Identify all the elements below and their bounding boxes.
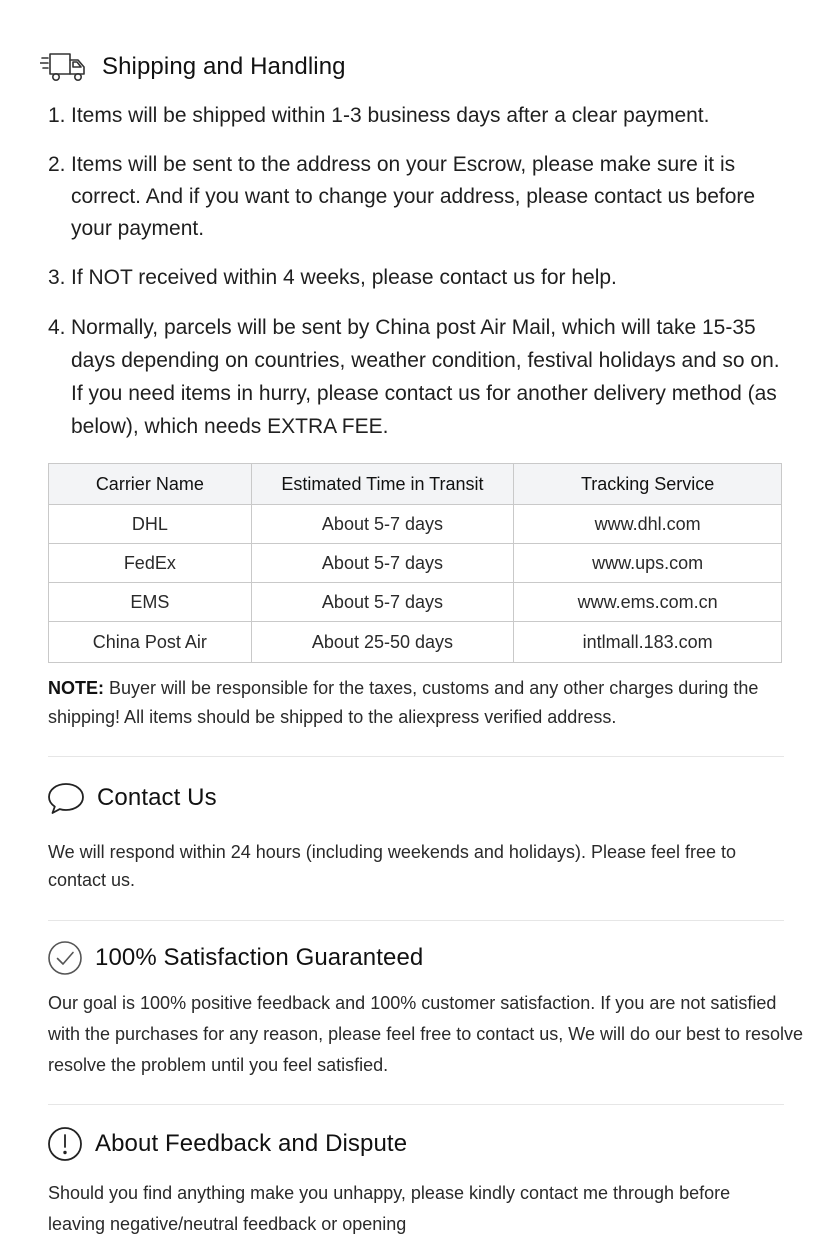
carrier-cell: EMS — [49, 583, 252, 622]
carrier-cell: DHL — [49, 505, 252, 544]
carrier-cell: China Post Air — [49, 622, 252, 663]
carrier-table — [48, 463, 782, 663]
satisfaction-heading — [47, 940, 423, 976]
carrier-cell: FedEx — [49, 544, 252, 583]
table-row — [49, 583, 782, 622]
transit-cell: About 5-7 days — [251, 505, 514, 544]
list-item-number: 3. — [48, 266, 66, 289]
list-item-number: 1. — [48, 104, 66, 127]
table-row — [49, 544, 782, 583]
contact-text: We will respond within 24 hours (including weekends and holidays). Please feel free to contact us. — [48, 842, 737, 890]
check-circle-icon — [47, 940, 83, 976]
list-item — [48, 149, 788, 245]
list-item-text: Normally, parcels will be sent by China post Air Mail, which will take 15-35 days depending on countries, weather condition, festival holidays and so on. If you need items in hurry, please contact us for another delivery method (as below), which needs EXTRA FEE. — [71, 316, 780, 438]
delivery-truck-icon — [40, 48, 90, 86]
tracking-cell: intlmall.183.com — [514, 622, 782, 663]
list-item-text: If NOT received within 4 weeks, please contact us for help. — [71, 266, 617, 289]
column-header-carrier: Carrier Name — [49, 464, 252, 505]
speech-bubble-icon — [47, 780, 85, 816]
tracking-cell: www.ups.com — [514, 544, 782, 583]
contact-heading — [47, 780, 217, 816]
tracking-cell: www.ems.com.cn — [514, 583, 782, 622]
satisfaction-title: 100% Satisfaction Guaranteed — [95, 944, 424, 971]
column-header-tracking: Tracking Service — [514, 464, 782, 505]
note-label: NOTE: — [48, 678, 104, 698]
section-divider — [48, 1104, 784, 1105]
table-row — [49, 622, 782, 663]
list-item — [48, 262, 788, 294]
list-item-text: Items will be shipped within 1-3 business days after a clear payment. — [71, 104, 710, 127]
transit-cell: About 5-7 days — [251, 583, 514, 622]
shipping-heading — [40, 48, 346, 86]
feedback-title: About Feedback and Dispute — [95, 1130, 408, 1157]
list-item-number: 4. — [48, 316, 66, 339]
table-row — [49, 505, 782, 544]
section-divider — [48, 920, 784, 921]
feedback-heading — [47, 1126, 407, 1162]
satisfaction-text: Our goal is 100% positive feedback and 100% customer satisfaction. If you are not satisfied with the purchases for any reason, please feel free to contact us, We will do our best to resolve resolve the problem until you feel satisfied. — [48, 993, 804, 1075]
transit-cell: About 5-7 days — [251, 544, 514, 583]
list-item — [48, 311, 788, 443]
table-header-row — [49, 464, 782, 505]
contact-title: Contact Us — [97, 784, 217, 811]
feedback-text: Should you find anything make you unhappy, please kindly contact me through before leaving negative/neutral feedback or opening — [48, 1183, 731, 1234]
column-header-transit-time: Estimated Time in Transit — [251, 464, 514, 505]
transit-cell: About 25-50 days — [251, 622, 514, 663]
note-text: Buyer will be responsible for the taxes, customs and any other charges during the shipping! All items should be shipped to the aliexpress verified address. — [48, 678, 759, 727]
section-divider — [48, 756, 784, 757]
exclamation-circle-icon — [47, 1126, 83, 1162]
tracking-cell: www.dhl.com — [514, 505, 782, 544]
shipping-steps-list — [48, 100, 788, 443]
list-item-text: Items will be sent to the address on your Escrow, please make sure it is correct. And if you want to change your address, please contact us before your payment. — [71, 153, 756, 240]
shipping-title: Shipping and Handling — [102, 53, 346, 80]
list-item — [48, 100, 788, 132]
shipping-note — [48, 674, 788, 732]
list-item-number: 2. — [48, 153, 66, 176]
